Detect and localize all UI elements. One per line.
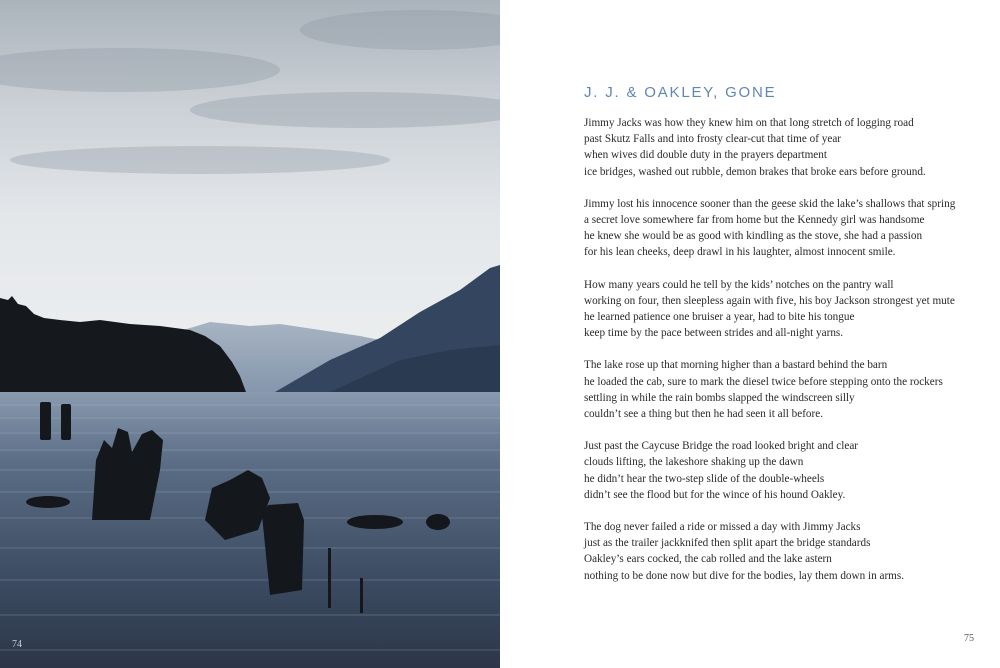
poem-line: a secret love somewhere far from home but the Kennedy girl was handsome bbox=[584, 214, 925, 227]
poem-line: past Skutz Falls and into frosty clear-cut that time of year bbox=[584, 133, 842, 146]
poem-line: couldn’t see a thing but then he had seen it all before. bbox=[584, 408, 824, 421]
poem bbox=[584, 84, 984, 600]
right-page bbox=[500, 0, 1000, 668]
poem-line: settling in while the rain bombs slapped the windscreen silly bbox=[584, 391, 855, 404]
poem-line: Jimmy lost his innocence sooner than the geese skid the lake’s shallows that spring bbox=[584, 197, 956, 210]
stanza bbox=[584, 277, 984, 342]
poem-line: when wives did double duty in the prayers department bbox=[584, 149, 827, 162]
poem-line: Just past the Caycuse Bridge the road looked bright and clear bbox=[584, 440, 859, 453]
stanza bbox=[584, 115, 984, 180]
poem-line: The lake rose up that morning higher than a bastard behind the barn bbox=[584, 359, 888, 372]
poem-line: for his lean cheeks, deep drawl in his laughter, almost innocent smile. bbox=[584, 246, 896, 259]
poem-line: he didn’t hear the two-step slide of the double-wheels bbox=[584, 472, 825, 485]
poem-line: clouds lifting, the lakeshore shaking up the dawn bbox=[584, 456, 804, 469]
poem-line: he learned patience one bruiser a year, had to bite his tongue bbox=[584, 311, 855, 324]
page-number-right: 75 bbox=[964, 633, 974, 644]
poem-line: Jimmy Jacks was how they knew him on that long stretch of logging road bbox=[584, 117, 914, 129]
stanza bbox=[584, 438, 984, 503]
poem-line: didn’t see the flood but for the wince of his hound Oakley. bbox=[584, 488, 846, 501]
poem-line: just as the trailer jackknifed then split apart the bridge standards bbox=[584, 537, 871, 550]
poem-line: nothing to be done now but dive for the bodies, lay them down in arms. bbox=[584, 569, 905, 582]
poem-line: ice bridges, washed out rubble, demon brakes that broke ears before ground. bbox=[584, 165, 926, 178]
poem-line: Oakley’s ears cocked, the cab rolled and the lake astern bbox=[584, 553, 832, 566]
stanza bbox=[584, 196, 984, 261]
page-number-left: 74 bbox=[12, 639, 22, 650]
poem-line: he knew she would be as good with kindling as the stove, she had a passion bbox=[584, 230, 923, 243]
poem-title: J. J. & OAKLEY, GONE bbox=[584, 84, 777, 101]
poem-line: he loaded the cab, sure to mark the diesel twice before stepping onto the rockers bbox=[584, 375, 943, 388]
stanza bbox=[584, 519, 984, 584]
stanza bbox=[584, 357, 984, 422]
poem-line: keep time by the pace between strides and all-night yarns. bbox=[584, 327, 844, 340]
poem-line: working on four, then sleepless again with five, his boy Jackson strongest yet mute bbox=[584, 294, 955, 307]
poem-line: How many years could he tell by the kids’ notches on the pantry wall bbox=[584, 278, 894, 291]
poem-line: The dog never failed a ride or missed a day with Jimmy Jacks bbox=[584, 521, 861, 534]
